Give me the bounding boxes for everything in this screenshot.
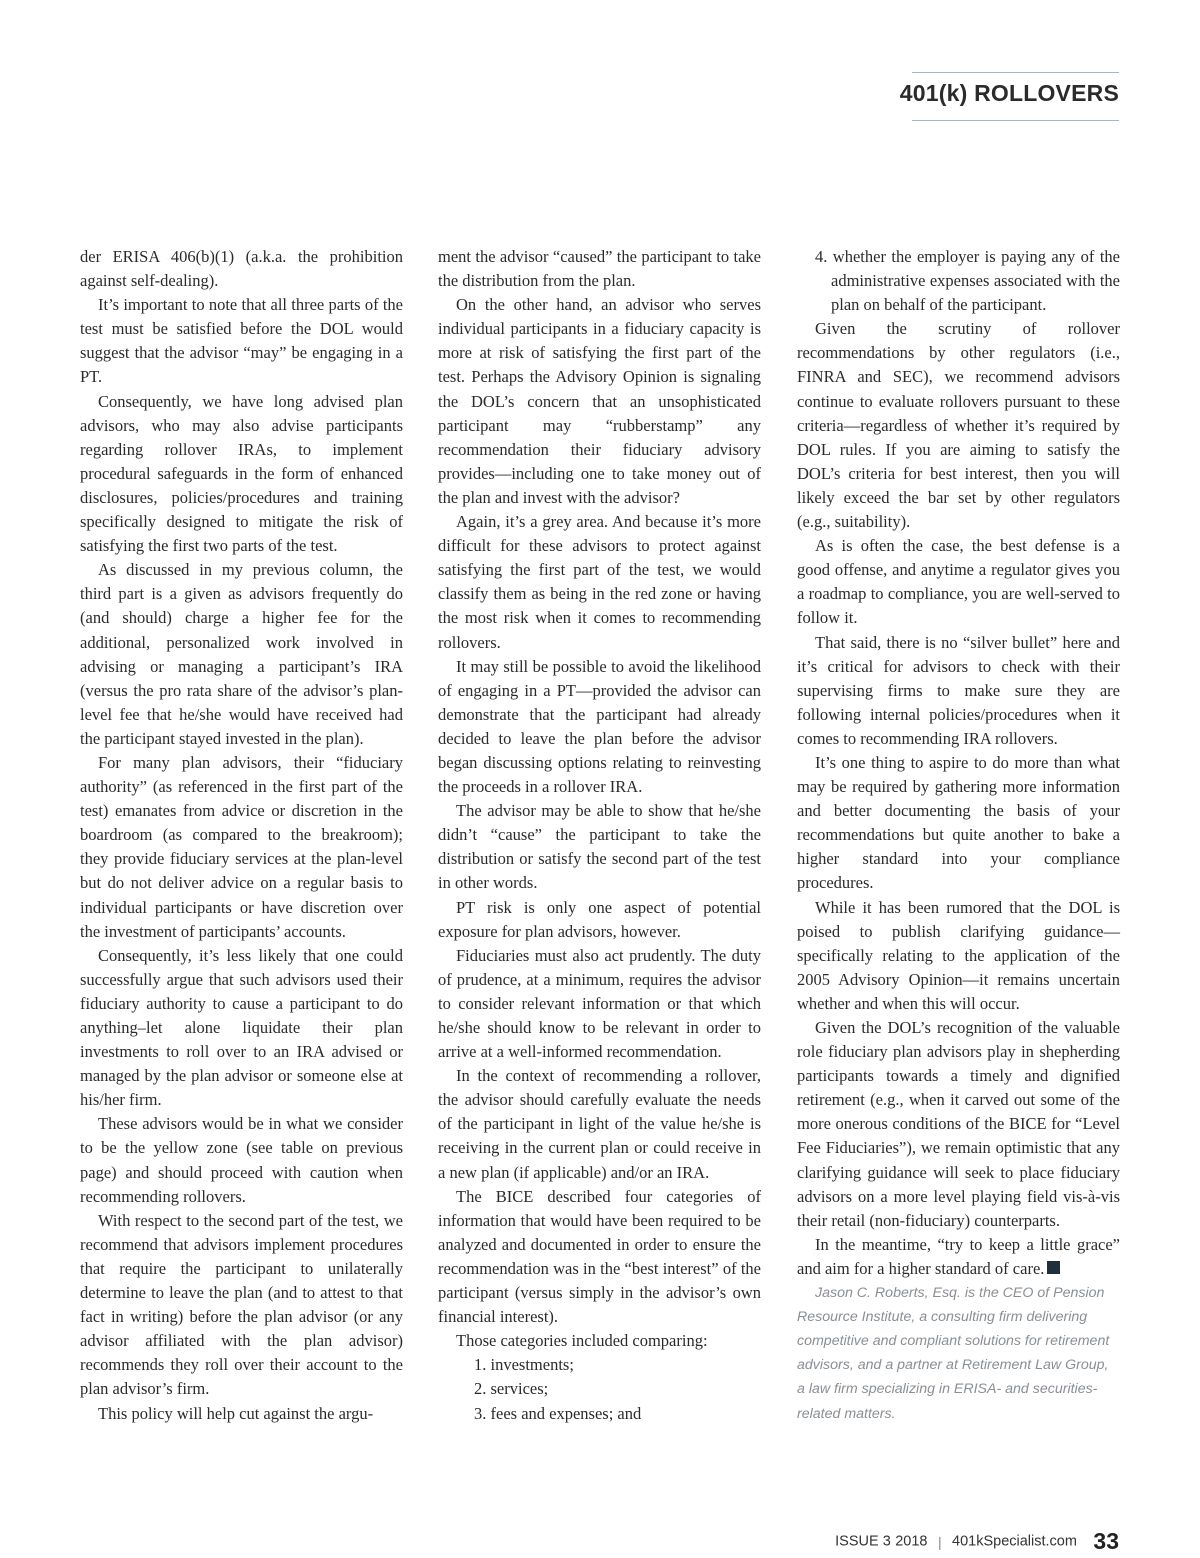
header-rule-top (912, 72, 1119, 73)
paragraph: Consequently, we have long advised plan advisors, who may also advise participants regarding rollover IRAs, to implement procedural safeguards in the form of enhanced disclosures, policies/procedures and training specifically designed to mitigate the risk of satisfying the first two parts of the test. (80, 391, 403, 556)
paragraph: ment the advisor “caused” the participant to take the distribution from the plan. (438, 247, 761, 291)
paragraph: Fiduciaries must also act prudently. The duty of prudence, at a minimum, requires the advisor to consider relevant information or that which he/she should know to be relevant in order to arrive at a well-informed recommendation. (438, 945, 761, 1062)
paragraph: The advisor may be able to show that he/she didn’t “cause” the participant to take the distribution or satisfy the second part of the test in other words. (438, 801, 761, 893)
paragraph: These advisors would be in what we consider to be the yellow zone (see table on previous page) and should proceed with caution when recommending rollovers. (80, 1114, 403, 1206)
paragraph: Given the scrutiny of rollover recommendations by other regulators (i.e., FINRA and SEC), we recommend advisors continue to evaluate rollovers pursuant to these criteria—regardless of whether it’s required by DOL rules. If you are aiming to satisfy the DOL’s criteria for best interest, then you will likely exceed the bar set by other regulators (e.g., suitability). (797, 319, 1120, 532)
paragraph: der ERISA 406(b)(1) (a.k.a. the prohibition against self-dealing). (80, 247, 403, 291)
paragraph: That said, there is no “silver bullet” here and it’s critical for advisors to check with their supervising firms to make sure they are following internal policies/procedures when it comes to recommending IRA rollovers. (797, 632, 1120, 748)
paragraph: Given the DOL’s recognition of the valuable role fiduciary plan advisors play in shepherding participants towards a timely and dignified retirement (e.g., when it carved out some of the more onerous conditions of the BICE for “Level Fee Fiduciaries”), we remain optimistic that any clarifying guidance will seek to place fiduciary advisors on a more level playing field vis-à-vis their retail (non-fiduciary) counterparts. (797, 1018, 1120, 1230)
paragraph: The BICE described four categories of information that would have been required to be analyzed and documented in order to ensure the recommendation was in the “best interest” of the participant (versus simply in the advisor’s own financial interest). (438, 1186, 761, 1327)
paragraph: On the other hand, an advisor who serves individual participants in a fiduciary capacity is more at risk of satisfying the first part of the test. Perhaps the Advisory Opinion is signaling the DOL’s concern that an unsophisticated participant may “rubberstamp” any recommendation their fiduciary advisory provides—including one to take money out of the plan and invest with the advisor? (438, 295, 761, 507)
paragraph: PT risk is only one aspect of potential exposure for plan advisors, however. (438, 897, 761, 941)
issue-year: 2018 (895, 1533, 928, 1550)
author-bio: Jason C. Roberts, Esq. is the CEO of Pension Resource Institute, a consulting firm delivering competitive and compliant solutions for retirement advisors, and a partner at Retirement Law Group, a law firm specializing in ERISA- and securities-related matters. (797, 1285, 1110, 1422)
header-rule-bottom (912, 120, 1119, 121)
paragraph: Again, it’s a grey area. And because it’s more difficult for these advisors to protect against satisfying the first part of the test, we would classify them as being in the red zone or having the most risk when it comes to recommending rollovers. (438, 512, 761, 652)
paragraph: It’s important to note that all three parts of the test must be satisfied before the DOL would suggest that the advisor “may” be engaging in a PT. (80, 295, 403, 387)
paragraph: Those categories included comparing: (456, 1331, 708, 1351)
paragraph: This policy will help cut against the argu- (98, 1403, 374, 1423)
page-number: 33 (1093, 1528, 1119, 1554)
article-column-1 (80, 245, 403, 1426)
list-item: 1. investments; (474, 1355, 574, 1375)
paragraph: As discussed in my previous column, the third part is a given as advisors frequently do (and should) charge a higher fee for the additional, personalized work involved in advising or managing a participant’s IRA (versus the pro rata share of the advisor’s plan-level fee that he/she would have received had the participant stayed invested in the plan). (80, 560, 403, 748)
footer-separator: | (937, 1533, 942, 1550)
paragraph: Consequently, it’s less likely that one could successfully argue that such advisors used their fiduciary authority to cause a participant to do anything–let alone liquidate their plan investments to roll over to an IRA advised or managed by the plan advisor or someone else at his/her firm. (80, 945, 403, 1110)
paragraph: It may still be possible to avoid the likelihood of engaging in a PT—provided the advisor can demonstrate that the participant had already decided to leave the plan before the advisor began discussing options relating to reinvesting the proceeds in a rollover IRA. (438, 656, 761, 797)
final-paragraph (797, 1233, 1120, 1281)
final-paragraph-text: In the meantime, “try to keep a little grace” and aim for a higher standard of care. (797, 1234, 1120, 1278)
paragraph: With respect to the second part of the test, we recommend that advisors implement procedures that require the participant to unilaterally determine to leave the plan (and to attest to that fact in writing) before the plan advisor (or any advisor affiliated with the plan advisor) recommends they roll over their account to the plan advisor’s firm. (80, 1210, 403, 1399)
issue-label: ISSUE 3 (835, 1533, 891, 1550)
paragraph: In the context of recommending a rollover, the advisor should carefully evaluate the needs of the participant in light of the value he/she is receiving in the current plan or could receive in a new plan (if applicable) and/or an IRA. (438, 1066, 761, 1182)
page-footer (835, 1528, 1119, 1555)
list-item: 2. services; (474, 1379, 549, 1399)
website-link[interactable]: 401kSpecialist.com (952, 1533, 1077, 1550)
paragraph: It’s one thing to aspire to do more than what may be required by gathering more information and better documenting the basis of your recommendations but quite another to bake a higher standard into your compliance procedures. (797, 752, 1120, 893)
end-of-article-icon (1047, 1261, 1060, 1274)
paragraph: For many plan advisors, their “fiduciary authority” (as referenced in the first part of the test) emanates from advice or discretion in the boardroom (as compared to the breakroom); they provide fiduciary services at the plan-level but do not deliver advice on a regular basis to individual participants or have discretion over the investment of participants’ accounts. (80, 752, 403, 941)
paragraph: While it has been rumored that the DOL is poised to publish clarifying guidance—specifically relating to the application of the 2005 Advisory Opinion—it remains uncertain whether and when this will occur. (797, 897, 1120, 1013)
section-title: 401(k) ROLLOVERS (899, 80, 1119, 106)
article-column-2 (438, 245, 761, 1426)
paragraph: As is often the case, the best defense is a good offense, and anytime a regulator gives you a roadmap to compliance, you are well-served to follow it. (797, 536, 1120, 628)
list-item: 3. fees and expenses; and (474, 1403, 642, 1423)
article-column-3 (797, 245, 1120, 1426)
list-item: 4. whether the employer is paying any of the administrative expenses associated with the plan on behalf of the participant. (815, 247, 1120, 315)
